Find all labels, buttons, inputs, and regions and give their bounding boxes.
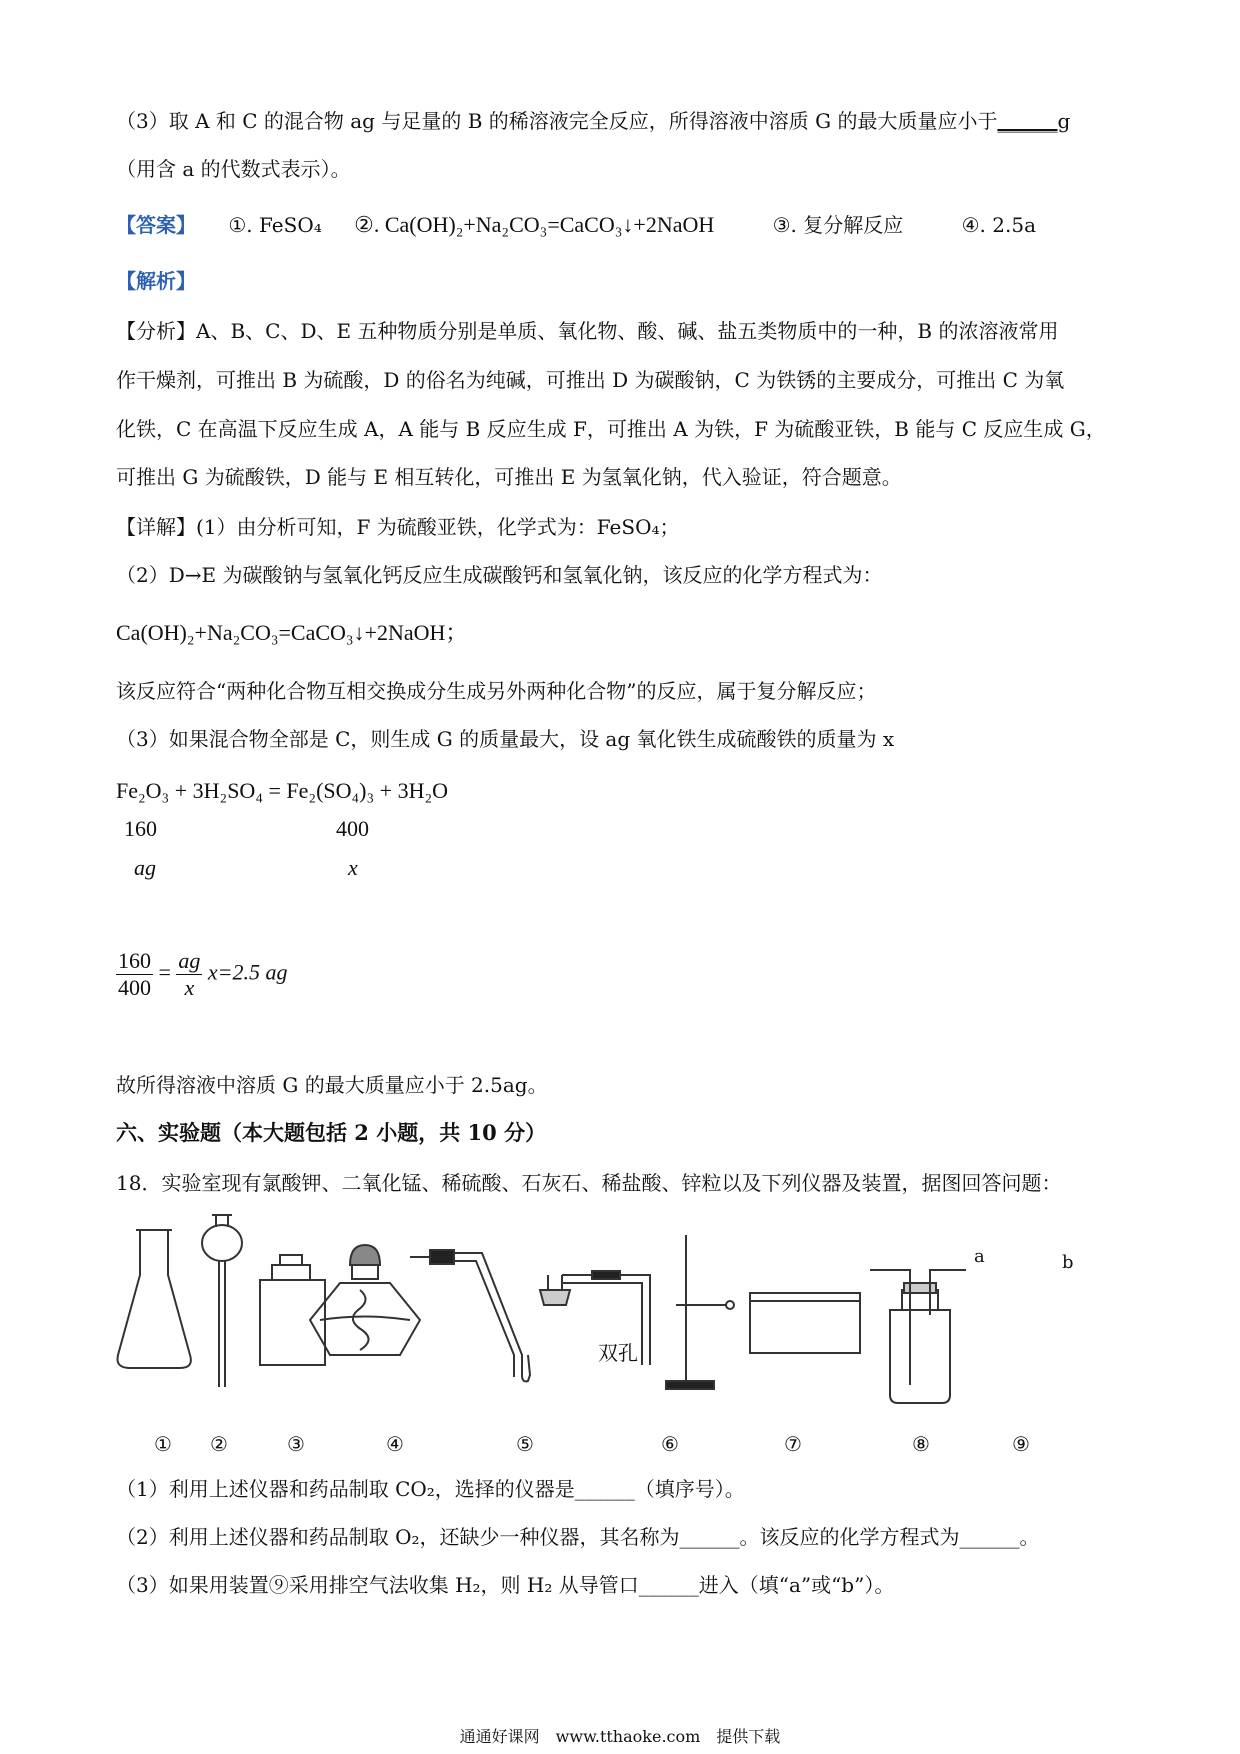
answer-tag: 【答案】 (116, 213, 196, 237)
analysis-line-1: 【分析】A、B、C、D、E 五种物质分别是单质、氧化物、酸、碱、盐五类物质中的一种，B 的浓溶液常用 (116, 319, 1059, 343)
double-hole-label: 双孔 (598, 1341, 638, 1365)
fraction-right-num: ag (178, 948, 201, 973)
q3-text-b: （用含 a 的代数式表示）。 (116, 157, 351, 181)
reaction-equation: Fe₂O₃ + 3H₂SO₄ = Fe₂(SO₄)₃ + 3H₂O (116, 778, 449, 803)
label-6: ⑥ (661, 1432, 679, 1456)
gas-bottle-icon (870, 1270, 966, 1403)
analysis-line-4: 可推出 G 为硫酸铁，D 能与 E 相互转化，可推出 E 为氢氧化钠，代入验证，符合题意。 (116, 465, 902, 489)
fraction-left-num: 160 (118, 948, 151, 973)
port-b-label: b (1062, 1252, 1074, 1273)
q3-text-a: （3）取 A 和 C 的混合物 ag 与足量的 B 的稀溶液完全反应，所得溶液中溶质 G 的最大质量应小于 (116, 109, 998, 133)
reagent-bottle-icon (260, 1255, 325, 1365)
label-7: ⑦ (784, 1432, 802, 1456)
ratio-m2: 400 (336, 816, 369, 841)
label-5: ⑤ (516, 1432, 534, 1456)
section-title: 六、实验题（本大题包括 2 小题，共 10 分） (116, 1120, 547, 1145)
water-trough-icon (750, 1293, 860, 1353)
ratio-m1: 160 (124, 816, 157, 841)
answer-line (116, 212, 1036, 238)
fraction-right-den: x (184, 975, 195, 1000)
funnel-icon (202, 1215, 242, 1387)
apparatus-figure (110, 1205, 1130, 1455)
q18-question-3: （3）如果用装置⑨采用排空气法收集 H₂，则 H₂ 从导管口______进入（填“a”或“b”）。 (116, 1573, 895, 1597)
fraction-right (176, 948, 202, 1001)
bent-tube-icon (410, 1250, 530, 1381)
q18-question-1: （1）利用上述仪器和药品制取 CO₂，选择的仪器是______（填序号）。 (116, 1477, 745, 1501)
answer-item-1: ①. FeSO₄ (228, 213, 322, 237)
label-8: ⑧ (912, 1432, 930, 1456)
answer-item-2: ②. Ca(OH)₂+Na₂CO₃=CaCO₃↓+2NaOH (354, 212, 715, 237)
label-2: ② (210, 1432, 228, 1456)
label-1: ① (154, 1432, 172, 1456)
proportion: $\frac{160}{400}$ = $\frac{ag}{x}$ x=2.5 ag (118, 948, 288, 1000)
detail-line-4: 该反应符合“两种化合物互相交换成分生成另外两种化合物”的反应，属于复分解反应； (116, 679, 877, 703)
fraction-left-den: 400 (118, 975, 151, 1000)
ratio-v2: x (348, 855, 358, 880)
label-9: ⑨ (1012, 1432, 1030, 1456)
analysis-line-3: 化铁，C 在高温下反应生成 A，A 能与 B 反应生成 F，可推出 A 为铁，F 为硫酸亚铁，B 能与 C 反应生成 G， (116, 417, 1106, 441)
analysis-line-2: 作干燥剂，可推出 B 为硫酸，D 的俗名为纯碱，可推出 D 为碳酸钠，C 为铁锈的主要成分，可推出 C 为氧 (116, 368, 1065, 392)
answer-item-4: ④. 2.5a (961, 213, 1036, 237)
footer-credit: 通通好课网 www.tthaoke.com 提供下载 (459, 1727, 781, 1746)
iron-stand-icon (666, 1235, 734, 1389)
conical-flask-icon (118, 1230, 191, 1368)
answer-item-3: ③. 复分解反应 (772, 213, 904, 237)
q3-line-1 (116, 108, 1070, 134)
ratio-v1: ag (134, 855, 156, 880)
conclusion: 故所得溶液中溶质 G 的最大质量应小于 2.5ag。 (116, 1073, 548, 1097)
fraction-left (116, 948, 153, 1001)
q18-question-2: （2）利用上述仪器和药品制取 O₂，还缺少一种仪器，其名称为______。该反应的化学方程式为______。 (116, 1525, 1040, 1549)
detail-line-2: （2）D→E 为碳酸钠与氢氧化钙反应生成碳酸钙和氢氧化钠，该反应的化学方程式为： (116, 563, 883, 587)
label-3: ③ (287, 1432, 305, 1456)
port-a-label: a (974, 1246, 985, 1267)
alcohol-lamp-icon (310, 1245, 420, 1355)
q3-unit: g (1057, 109, 1071, 133)
detail-line-1: 【详解】(1）由分析可知，F 为硫酸亚铁，化学式为：FeSO₄； (116, 515, 680, 539)
proportion-result: x=2.5 ag (207, 959, 288, 985)
label-4: ④ (386, 1432, 404, 1456)
detail-line-5: （3）如果混合物全部是 C，则生成 G 的质量最大，设 ag 氧化铁生成硫酸铁的质量为 x (116, 727, 895, 751)
detail-equation: Ca(OH)₂+Na₂CO₃=CaCO₃↓+2NaOH； (116, 620, 468, 645)
analysis-tag: 【解析】 (116, 269, 196, 293)
q3-blank: ______ (997, 109, 1058, 133)
q18-intro: 18．实验室现有氯酸钾、二氧化锰、稀硫酸、石灰石、稀盐酸、锌粒以及下列仪器及装置，据图回答问题： (116, 1171, 1062, 1195)
